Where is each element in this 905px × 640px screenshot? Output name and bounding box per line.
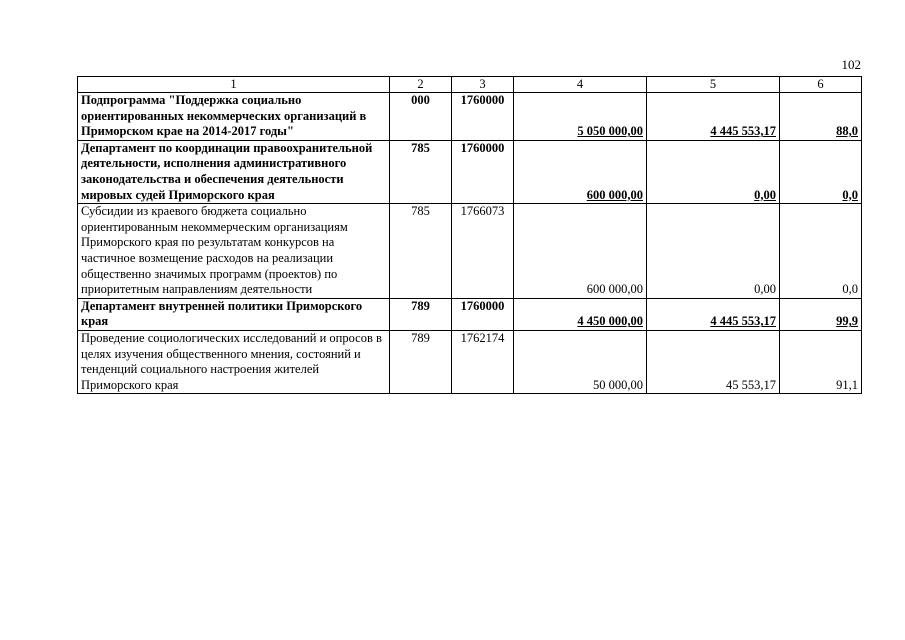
row-plan: 600 000,00 xyxy=(514,140,647,203)
row-code-b: 1762174 xyxy=(452,330,514,393)
table-row xyxy=(78,204,862,299)
row-fact: 4 445 553,17 xyxy=(647,298,780,330)
row-plan: 50 000,00 xyxy=(514,330,647,393)
table-row xyxy=(78,330,862,393)
row-percent: 0,0 xyxy=(780,204,862,299)
table-row xyxy=(78,93,862,141)
column-header: 3 xyxy=(452,77,514,93)
row-percent: 91,1 xyxy=(780,330,862,393)
row-name: Департамент внутренней политики Приморского края xyxy=(78,298,390,330)
row-code-a: 785 xyxy=(390,204,452,299)
column-header: 4 xyxy=(514,77,647,93)
row-code-a: 789 xyxy=(390,330,452,393)
row-code-b: 1760000 xyxy=(452,140,514,203)
row-code-b: 1766073 xyxy=(452,204,514,299)
row-code-b: 1760000 xyxy=(452,93,514,141)
table-header-row xyxy=(78,77,862,93)
row-percent: 0,0 xyxy=(780,140,862,203)
row-fact: 0,00 xyxy=(647,204,780,299)
column-header: 1 xyxy=(78,77,390,93)
row-code-a: 000 xyxy=(390,93,452,141)
row-code-b: 1760000 xyxy=(452,298,514,330)
row-fact: 45 553,17 xyxy=(647,330,780,393)
table-row xyxy=(78,298,862,330)
row-fact: 4 445 553,17 xyxy=(647,93,780,141)
row-code-a: 785 xyxy=(390,140,452,203)
row-plan: 5 050 000,00 xyxy=(514,93,647,141)
row-name: Проведение социологических исследований и опросов в целях изучения общественного мнения, состояний и тенденций социального настроения жителей Приморского края xyxy=(78,330,390,393)
row-name: Субсидии из краевого бюджета социально ориентированным некоммерческим организациям Приморского края по результатам конкурсов на частичное возмещение расходов на реализации общественно значимых программ (проектов) по приоритетным направлениям деятельности xyxy=(78,204,390,299)
row-name: Департамент по координации правоохранительной деятельности, исполнения административного законодательства и обеспечения деятельности мировых судей Приморского края xyxy=(78,140,390,203)
row-plan: 4 450 000,00 xyxy=(514,298,647,330)
column-header: 2 xyxy=(390,77,452,93)
row-plan: 600 000,00 xyxy=(514,204,647,299)
row-code-a: 789 xyxy=(390,298,452,330)
column-header: 5 xyxy=(647,77,780,93)
page-number: 102 xyxy=(841,57,861,72)
table-row xyxy=(78,140,862,203)
row-name: Подпрограмма "Поддержка социально ориентированных некоммерческих организаций в Приморском крае на 2014-2017 годы" xyxy=(78,93,390,141)
column-header: 6 xyxy=(780,77,862,93)
row-percent: 88,0 xyxy=(780,93,862,141)
row-fact: 0,00 xyxy=(647,140,780,203)
row-percent: 99,9 xyxy=(780,298,862,330)
budget-table xyxy=(77,76,862,394)
